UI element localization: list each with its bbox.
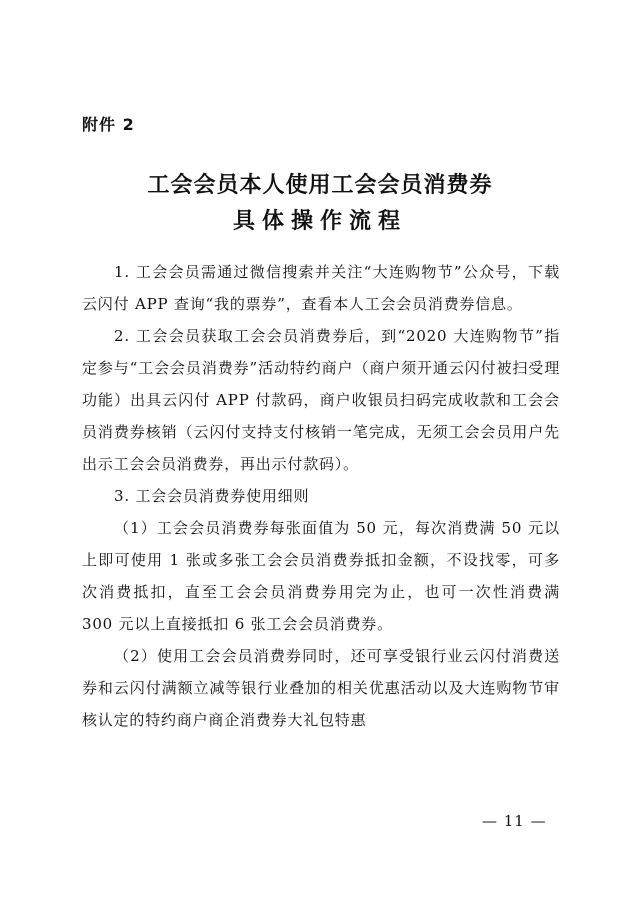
page-number: — 11 — bbox=[482, 812, 547, 830]
document-title-line-1: 工会会员本人使用工会会员消费券 bbox=[147, 173, 493, 198]
document-title-line-2: 具体操作流程 bbox=[232, 209, 407, 234]
paragraph-3-heading: 3. 工会会员消费券使用细则 bbox=[114, 487, 310, 505]
paragraph-3-2: （2）使用工会会员消费券同时，还可享受银行业云闪付消费送券和云闪付满额立减等银行业叠加的相关优惠活动以及大连购物节审核认定的特约商户商企消费券大礼包特惠 bbox=[82, 647, 560, 729]
paragraph-3-1: （1）工会会员消费券每张面值为 50 元，每次消费满 50 元以上即可使用 1 张或多张工会会员消费券抵扣金额，不设找零，可多次消费抵扣，直至工会会员消费券用完为止，也可一次性消费满 300 元以上直接抵扣 6 张工会会员消费券。 bbox=[82, 519, 560, 633]
document-body bbox=[82, 256, 560, 736]
paragraph-1: 1. 工会会员需通过微信搜索并关注“大连购物节”公众号，下载云闪付 APP 查询“我的票券”，查看本人工会会员消费券信息。 bbox=[82, 263, 560, 313]
paragraph-2: 2. 工会会员获取工会会员消费券后，到“2020 大连购物节”指定参与“工会会员消费券”活动特约商户（商户须开通云闪付被扫受理功能）出具云闪付 APP 付款码，商户收银员扫码完成收款和工会会员消费券核销（云闪付支持支付核销一笔完成，无须工会会员用户先出示工会会员消费券，再出示付款码）。 bbox=[82, 327, 560, 473]
attachment-label: 附件 2 bbox=[82, 115, 135, 134]
